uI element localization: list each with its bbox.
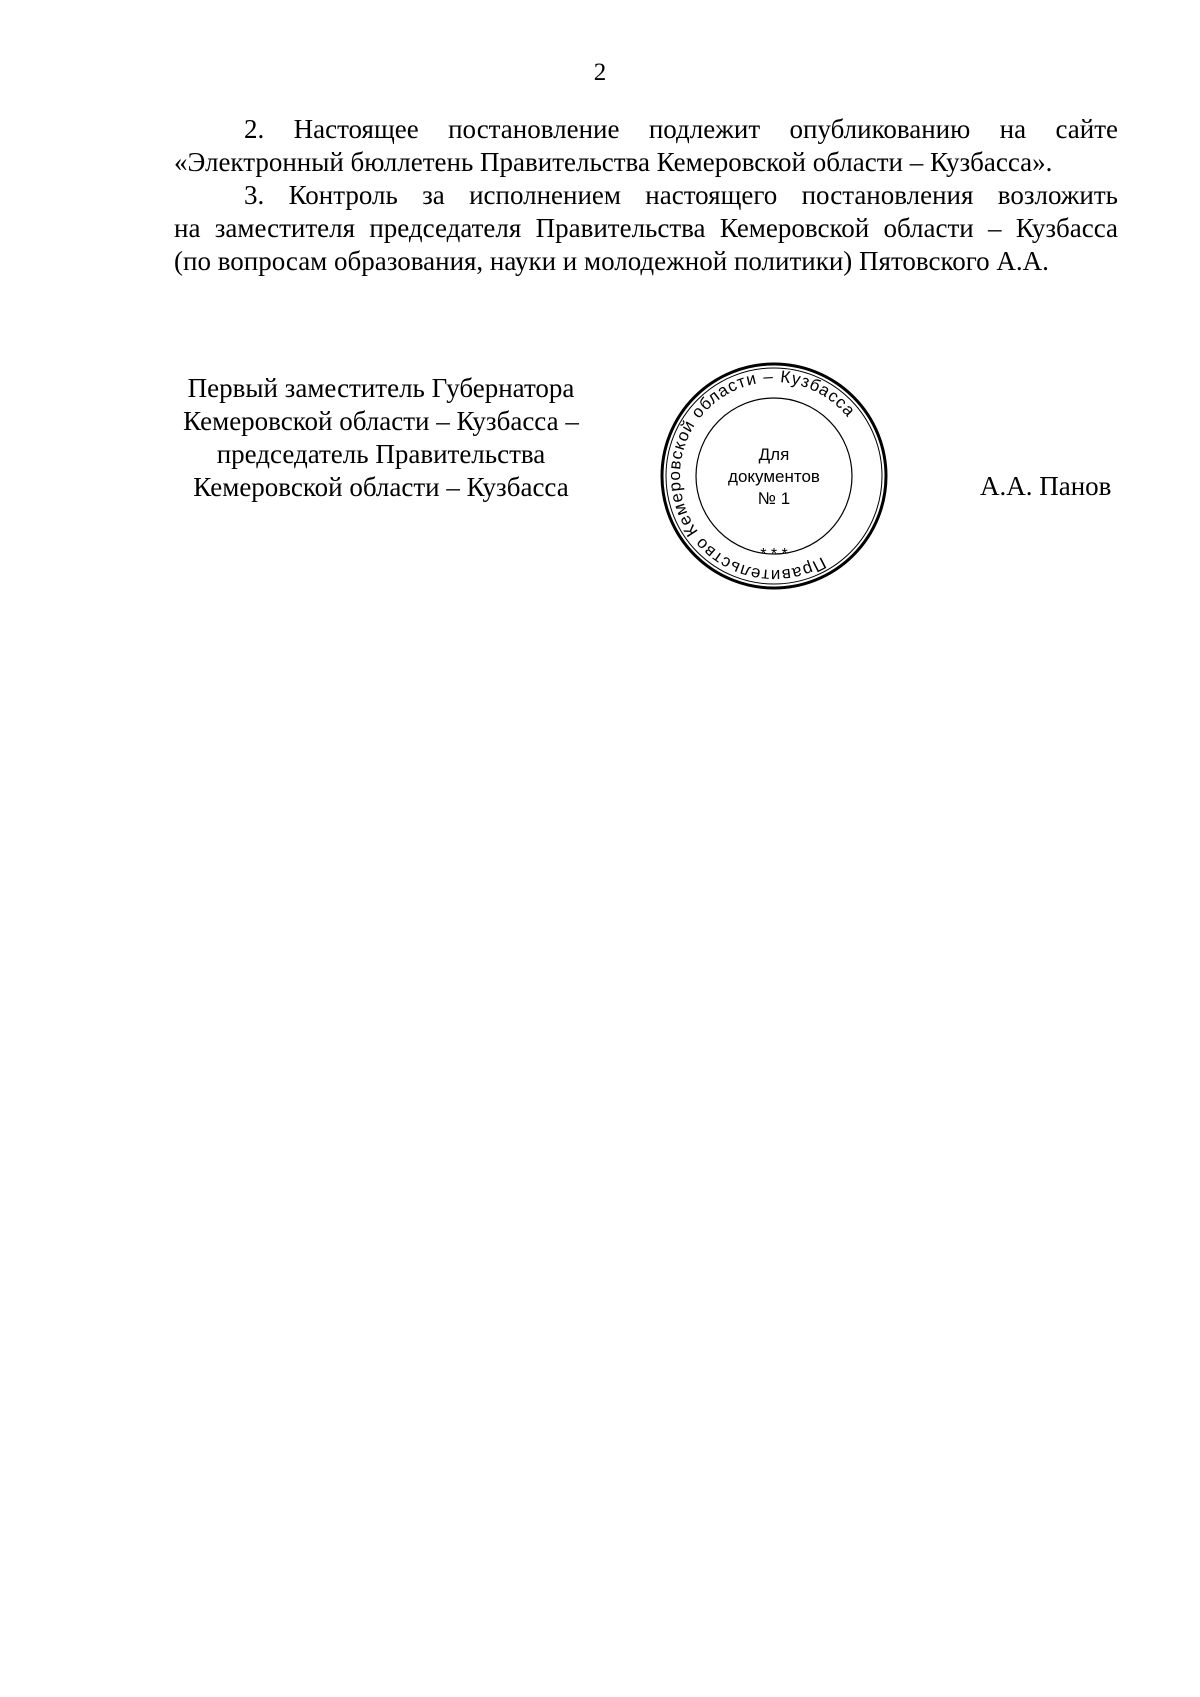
paragraph-line: 3. Контроль за исполнением настоящего постановления возложить (244, 180, 1118, 210)
paragraph-control (174, 179, 1118, 278)
signatory-position-line: председатель Правительства (216, 439, 546, 469)
seal-center-line: № 1 (757, 489, 791, 508)
page-number: 2 (593, 59, 607, 86)
official-seal (658, 360, 890, 592)
signatory-position-line: Первый заместитель Губернатора (187, 373, 575, 403)
paragraph-line: «Электронный бюллетень Правительства Кемеровской области – Кузбасса». (174, 147, 1053, 177)
seal-center-line: документов (728, 467, 820, 486)
signatory-position (166, 372, 596, 504)
seal-center-line: Для (758, 445, 790, 464)
paragraph-line: 2. Настоящее постановление подлежит опубликованию на сайте (244, 114, 1118, 144)
seal-stars: * * * (760, 546, 788, 563)
seal-ring-textpath: Правительство Кемеровской области – Кузбасса (664, 366, 860, 586)
paragraph-line: (по вопросам образования, науки и молодежной политики) Пятовского А.А. (174, 246, 1049, 276)
paragraph-line: на заместителя председателя Правительства Кемеровской области – Кузбасса (174, 213, 1118, 243)
paragraph-publication (174, 113, 1118, 179)
signatory-position-line: Кемеровской области – Кузбасса (193, 472, 569, 502)
document-body (174, 113, 1118, 278)
signatory-position-line: Кемеровской области – Кузбасса – (183, 406, 579, 436)
signatory-name: А.А. Панов (980, 471, 1112, 501)
